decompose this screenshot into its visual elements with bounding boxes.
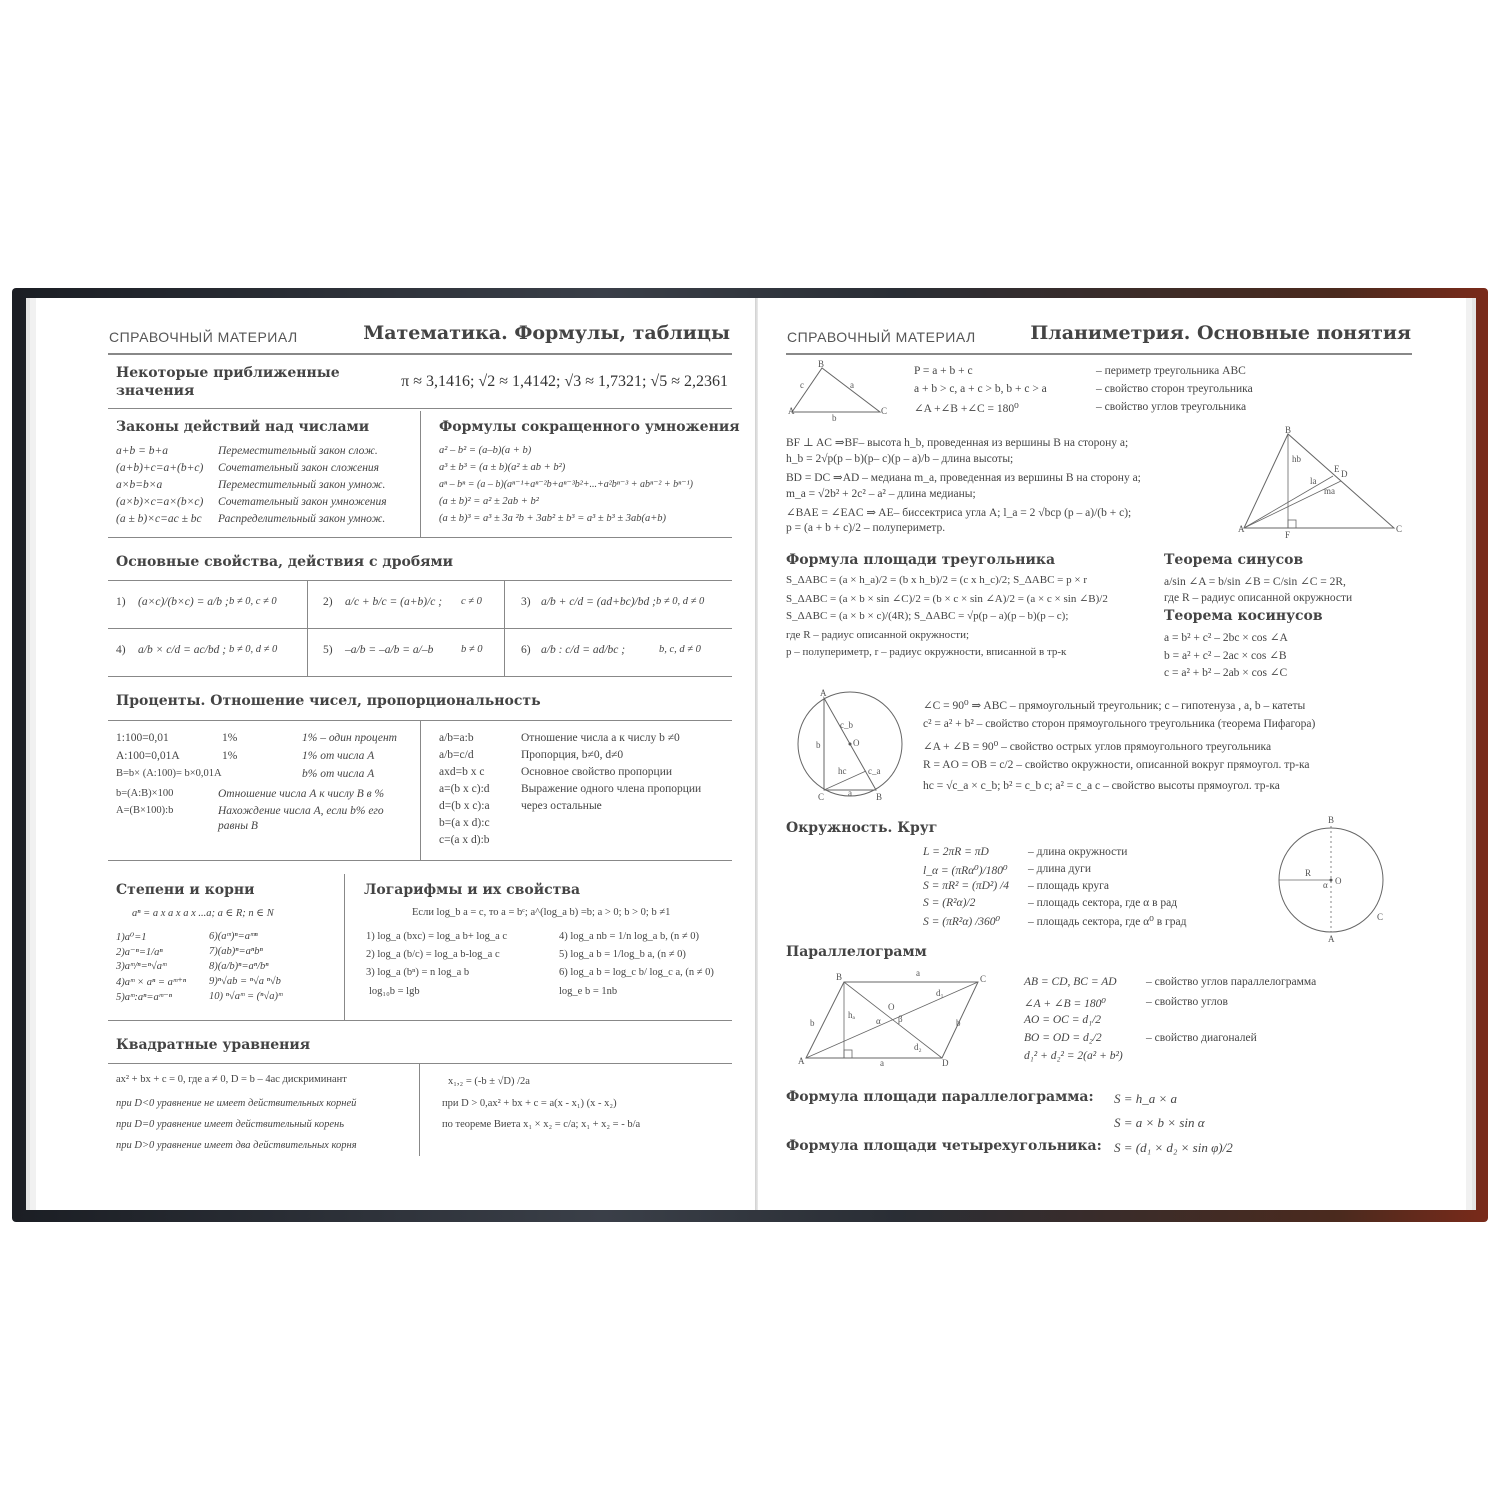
tri-area-line: p – полупериметр, r – радиус окружности, вписанной в тр-к (786, 646, 1067, 658)
label-F: F (1285, 530, 1291, 540)
fraction-cond: b ≠ 0, c ≠ 0 (229, 596, 277, 607)
quad-title: Квадратные уравнения (116, 1037, 311, 1053)
label-b: b (816, 740, 821, 750)
percent-formula: b=(A:B)×100 (116, 788, 174, 799)
percent-formula: A:100=0,01A (116, 750, 180, 762)
divider (108, 1020, 732, 1021)
label-c: c (800, 380, 804, 390)
label-a: a (880, 1058, 884, 1068)
cosines-line: a = b² + c² – 2bc × cos ∠A (1164, 632, 1288, 644)
logs-rule: 1) log_a (bxc) = log_a b+ log_a c (366, 931, 508, 942)
right-header-rule (786, 353, 1412, 355)
fraction-expr: –a/b = –a/b = a/–b (345, 644, 434, 656)
proportion-formula: a=(b x c):d (439, 783, 490, 795)
left-header-label: СПРАВОЧНЫЙ МАТЕРИАЛ (109, 329, 298, 345)
quad-line: при D > 0,ax² + bx + c = a(x - x₁) (x - x₂) (442, 1098, 617, 1109)
parallelogram-desc: – свойство углов параллелограмма (1146, 976, 1317, 988)
logs-rule: 5) log_a b = 1/log_b a, (n ≠ 0) (559, 949, 686, 960)
label-la: la (1310, 476, 1317, 486)
quadrilateral-area-title: Формула площади четырехугольника: (786, 1138, 1102, 1154)
label-R: R (1305, 868, 1312, 878)
proportion-formula: b=(a x d):c (439, 817, 490, 829)
short-mult-formula: a³ ± b³ = (a ± b)(a² ± ab + b²) (439, 462, 566, 473)
tri-line: BD = DC ⇒AD – медиана m_a, проведенная из вершины B на сторону a; (786, 472, 1141, 484)
right-tri-line: R = AO = OB = c/2 – свойство окружности, описанной вокруг прямоугол. тр-ка (923, 759, 1310, 771)
circle-formula: L = 2πR = πD (923, 846, 989, 858)
parallelogram-area-formula: S = a × b × sin α (1114, 1115, 1205, 1130)
proportion-formula: a/b=c/d (439, 749, 474, 761)
label-B: B (1285, 425, 1292, 435)
proportion-formula: c=(a x d):b (439, 834, 490, 846)
label-hc: hc (838, 766, 847, 776)
laws-formula: (a+b)+c=a+(b+c) (116, 462, 204, 474)
parallelogram-desc: – свойство диагоналей (1146, 1032, 1257, 1044)
percent-desc: 1% от числа А (302, 750, 375, 762)
powers-rule: 7)(ab)ⁿ=aⁿbⁿ (209, 946, 263, 957)
cosines-title: Теорема косинусов (1164, 608, 1323, 624)
laws-formula: a×b=b×a (116, 479, 163, 491)
label-b: b (832, 413, 837, 423)
laws-desc: Распределительный закон умнож. (218, 513, 386, 525)
label-d1: d₁ (936, 988, 944, 998)
circle-desc: – площадь круга (1028, 880, 1109, 892)
short-mult-formula: aⁿ – bⁿ = (a – b)(aⁿ⁻¹+aⁿ⁻²b+aⁿ⁻³b²+...+a²bⁿ⁻³ + abⁿ⁻² + bⁿ⁻¹) (439, 479, 693, 490)
fraction-expr: a/b × c/d = ac/bd ; (138, 644, 227, 656)
approx-title-2: значения (116, 383, 195, 399)
label-A: A (798, 1056, 805, 1066)
fractions-title: Основные свойства, действия с дробями (116, 554, 454, 570)
tri-prop-desc: – периметр треугольника ABC (1096, 365, 1246, 377)
tri-prop-formula: a + b > c, a + c > b, b + c > a (914, 383, 1047, 395)
quad-line: по теореме Виета x₁ × x₂ = c/a; x₁ + x₂ = - b/a (442, 1119, 641, 1130)
right-tri-line: ∠C = 90⁰ ⇒ ABC – прямоугольный треугольник; c – гипотенуза , a, b – катеты (923, 700, 1306, 712)
logs-title: Логарифмы и их свойства (364, 882, 581, 898)
logs-rule: log₁₀b = lgb (369, 986, 420, 997)
quad-line: при D=0 уравнение имеет действительный корень (116, 1119, 345, 1130)
right-tri-line: c² = a² + b² – свойство сторон прямоугольного треугольника (теорема Пифагора) (923, 718, 1316, 730)
right-header-label: СПРАВОЧНЫЙ МАТЕРИАЛ (787, 329, 976, 345)
right-page (758, 298, 1466, 1210)
circle-desc: – площадь сектора, где α в рад (1028, 897, 1178, 909)
divider (420, 720, 421, 860)
fraction-expr: a/b : c/d = ad/bc ; (541, 644, 626, 656)
label-A: A (820, 688, 827, 698)
label-b: b (810, 1018, 815, 1028)
label-A: A (1238, 524, 1245, 534)
tri-prop-desc: – свойство углов треугольника (1096, 401, 1247, 413)
right-triangle-circle-diagram (794, 688, 914, 803)
fraction-number: 2) (323, 596, 333, 608)
proportion-desc: Пропорция, b≠0, d≠0 (521, 749, 624, 761)
label-C: C (818, 792, 825, 802)
cosines-line: b = a² + c² – 2ac × cos ∠B (1164, 650, 1287, 662)
fraction-number: 1) (116, 596, 126, 608)
percent-formula: 1:100=0,01 (116, 732, 169, 744)
approx-values: π ≈ 3,1416; √2 ≈ 1,4142; √3 ≈ 1,7321; √5 ≈ 2,2361 (401, 373, 728, 390)
proportion-formula: d=(b x c):a (439, 800, 490, 812)
fraction-cond: b ≠ 0, d ≠ 0 (229, 644, 278, 655)
label-C: C (980, 974, 987, 984)
label-a: a (850, 380, 854, 390)
quad-line: при D>0 уравнение имеет два действительных корня (116, 1140, 357, 1151)
percent-desc: равны В (218, 820, 258, 832)
right-page-title: Планиметрия. Основные понятия (1030, 322, 1411, 344)
label-A: A (788, 406, 795, 416)
fraction-expr: a/c + b/c = (a+b)/c ; (345, 596, 443, 608)
proportion-desc: Выражение одного члена пропорции (521, 783, 702, 795)
divider (108, 860, 732, 861)
circle-title: Окружность. Круг (786, 820, 938, 836)
tri-line: p = (a + b + c)/2 – полупериметр. (786, 522, 946, 534)
powers-definition: aⁿ = a x a x a x ...a; a ∈ R; n ∈ N (132, 908, 274, 919)
divider (108, 1063, 732, 1064)
tri-area-line: S_ΔABC = (a × h_a)/2 = (b x h_b)/2 = (c x h_c)/2; S_ΔABC = p × r (786, 574, 1087, 586)
divider (108, 676, 732, 677)
label-ma: ma (1324, 486, 1335, 496)
logs-rule: 2) log_a (b/c) = log_a b-log_a c (366, 949, 500, 960)
percent-desc: b% от числа А (302, 768, 375, 780)
logs-rule: 3) log_a (bⁿ) = n log_a b (366, 967, 470, 978)
parallelogram-formula: d₁² + d₂² = 2(a² + b²) (1024, 1050, 1123, 1062)
laws-formula: (a ± b)×c=ac ± bc (116, 513, 202, 525)
powers-rule: 1)a⁰=1 (116, 932, 147, 943)
laws-desc: Сочетательный закон умножения (218, 496, 387, 508)
laws-desc: Переместительный закон слож. (218, 445, 378, 457)
left-header-rule (108, 353, 732, 355)
divider (420, 411, 421, 537)
parallelogram-formula: BO = OD = d₂/2 (1024, 1032, 1102, 1044)
label-O: O (853, 738, 860, 748)
powers-rule: 3)aᵐ/ⁿ=ⁿ√aᵐ (116, 961, 167, 972)
sines-title: Теорема синусов (1164, 552, 1304, 568)
divider (108, 580, 732, 581)
label-cb: c_b (840, 720, 853, 730)
tri-line: BF ⊥ AC ⇒BF– высота h_b, проведенная из вершины B на сторону a; (786, 437, 1129, 449)
label-alpha: α (876, 1016, 881, 1026)
proportion-formula: a/b=a:b (439, 732, 474, 744)
left-page (36, 298, 756, 1210)
laws-desc: Сочетательный закон сложения (218, 462, 380, 474)
tri-line: h_b = 2√p(p – b)(p– c)(p – a)/b – длина высоты; (786, 453, 1014, 465)
circle-diagram (1273, 815, 1393, 944)
fraction-expr: (a×c)/(b×c) = a/b ; (138, 596, 229, 608)
fraction-number: 3) (521, 596, 531, 608)
left-page-title: Математика. Формулы, таблицы (363, 322, 730, 344)
label-a: a (848, 788, 852, 798)
fraction-number: 4) (116, 644, 126, 656)
logs-rule: 4) log_a nb = 1/n log_a b, (n ≠ 0) (559, 931, 699, 942)
tri-area-title: Формула площади треугольника (786, 552, 1056, 568)
quad-line: ax² + bx + c = 0, где a ≠ 0, D = b – 4ac дискриминант (116, 1074, 347, 1085)
right-tri-line: hc = √c_a × c_b; b² = c_b c; a² = c_a c – свойство высоты прямоугол. тр-ка (923, 780, 1280, 792)
laws-formula: (a×b)×c=a×(b×c) (116, 496, 204, 508)
sines-line: a/sin ∠A = b/sin ∠B = C/sin ∠C = 2R, (1164, 576, 1346, 588)
logs-rule: 6) log_a b = log_c b/ log_c a, (n ≠ 0) (559, 967, 714, 978)
percent-desc: Нахождение числа А, если b% его (218, 805, 384, 817)
tri-prop-desc: – свойство сторон треугольника (1096, 383, 1253, 395)
parallelogram-area-formula: S = h_a × a (1114, 1091, 1178, 1106)
fraction-number: 6) (521, 644, 531, 656)
quad-line: при D<0 уравнение не имеет действительных корней (116, 1098, 357, 1109)
quadrilateral-area-formula: S = (d₁ × d₂ × sin φ)/2 (1114, 1140, 1233, 1155)
proportion-formula: axd=b x c (439, 766, 485, 778)
right-tri-line: ∠A + ∠B = 90⁰ – свойство острых углов прямоугольного треугольника (923, 741, 1272, 753)
label-C: C (1396, 524, 1403, 534)
sines-line: где R – радиус описанной окружности (1164, 592, 1353, 604)
fraction-cond: b, c, d ≠ 0 (659, 644, 701, 655)
label-O: O (1335, 876, 1342, 886)
divider (307, 580, 308, 676)
label-O: O (888, 1002, 895, 1012)
tri-area-line: S_ΔABC = (a × b × c)/(4R); S_ΔABC = √p(p – a)(p – b)(p – c); (786, 610, 1069, 622)
divider (108, 537, 732, 538)
parallelogram-desc: – свойство углов (1146, 996, 1228, 1008)
proportion-desc: Отношение числа а к числу b ≠0 (521, 732, 680, 744)
fraction-cond: c ≠ 0 (461, 596, 482, 607)
parallelogram-formula: AB = CD, BC = AD (1024, 976, 1117, 988)
tri-area-line: S_ΔABC = (a × b × sin ∠C)/2 = (b × c × sin ∠A)/2 = (a × c × sin ∠B)/2 (786, 593, 1108, 605)
proportion-desc: Основное свойство пропорции (521, 766, 673, 778)
parallelogram-title: Параллелограмм (786, 944, 927, 960)
divider (108, 408, 732, 409)
percent-title: Проценты. Отношение чисел, пропорциональность (116, 693, 541, 709)
percent-formula: B=b× (A:100)= b×0,01A (116, 768, 222, 779)
tri-prop-formula: ∠A +∠B +∠C = 180⁰ (914, 403, 1019, 415)
label-D: D (1341, 469, 1348, 479)
tri-line: ∠BAE = ∠EAC ⇒ AE– биссектриса угла A; l_a = 2 √bcp (p – a)/(b + c); (786, 507, 1132, 519)
divider (504, 580, 505, 676)
label-B: B (818, 359, 825, 369)
powers-rule: 2)a⁻ⁿ=1/aⁿ (116, 947, 163, 958)
label-B: B (876, 792, 883, 802)
powers-rule: 10) ⁿ√aᵐ = (ⁿ√a)ᵐ (209, 991, 283, 1002)
divider (419, 1063, 420, 1156)
divider (344, 874, 345, 1020)
short-mult-title: Формулы сокращенного умножения (439, 419, 740, 435)
powers-rule: 9)ⁿ√ab = ⁿ√a ⁿ√b (209, 976, 281, 987)
circle-formula: S = πR² = (πD²) /4 (923, 880, 1009, 892)
fraction-cond: b ≠ 0, d ≠ 0 (656, 596, 705, 607)
label-B: B (1328, 815, 1335, 825)
label-ca: c_a (868, 766, 881, 776)
label-D: D (942, 1058, 949, 1068)
short-mult-formula: a² – b² = (a–b)(a + b) (439, 445, 532, 456)
circle-formula: S = (πR²α) /360⁰ (923, 916, 1001, 928)
label-b: b (956, 1018, 961, 1028)
parallelogram-formula: ∠A + ∠B = 180⁰ (1024, 998, 1106, 1010)
percent-value: 1% (222, 750, 238, 762)
powers-rule: 5)aᵐ:aⁿ=aᵐ⁻ⁿ (116, 992, 172, 1003)
powers-rule: 4)aᵐ × aⁿ = aᵐ⁺ⁿ (116, 977, 187, 988)
label-ha: hₐ (848, 1010, 855, 1020)
divider (108, 628, 732, 629)
fraction-number: 5) (323, 644, 333, 656)
laws-title: Законы действий над числами (116, 419, 370, 435)
short-mult-formula: (a ± b)² = a² ± 2ab + b² (439, 496, 539, 507)
circle-desc: – площадь сектора, где α⁰ в град (1028, 916, 1187, 928)
label-C: C (1377, 912, 1384, 922)
tri-prop-formula: P = a + b + c (914, 365, 973, 377)
percent-value: 1% (222, 732, 238, 744)
label-E: E (1334, 464, 1340, 474)
circle-formula: S = (R²α)/2 (923, 897, 976, 909)
percent-desc: Отношение числа А к числу В в % (218, 788, 385, 800)
label-a: a (916, 968, 920, 978)
label-alpha: α (1323, 880, 1328, 890)
percent-desc: 1% – один процент (302, 732, 397, 744)
triangle-diagram (788, 359, 888, 423)
quad-line: x₁,₂ = (-b ± √D) /2a (448, 1076, 530, 1087)
powers-rule: 6)(aᵐ)ⁿ=aᵐⁿ (209, 931, 258, 942)
logs-rule: log_e b = 1nb (559, 986, 618, 997)
laws-formula: a+b = b+a (116, 445, 169, 457)
label-d2: d₂ (914, 1042, 922, 1052)
parallelogram-formula: AO = OC = d₁/2 (1024, 1014, 1102, 1026)
powers-rule: 8)(a/b)ⁿ=aⁿ/bⁿ (209, 961, 269, 972)
logs-definition: Если log_b a = c, то a = bᶜ; a^(log_a b) =b; a > 0; b > 0; b ≠1 (412, 907, 671, 918)
tri-line: m_a = √2b² + 2c² – a² – длина медианы; (786, 488, 976, 500)
laws-desc: Переместительный закон умнож. (218, 479, 386, 491)
tri-area-line: где R – радиус описанной окружности; (786, 629, 970, 641)
circle-formula: l_α = (πRα⁰)/180⁰ (923, 865, 1008, 877)
short-mult-formula: (a ± b)³ = a³ ± 3a ²b + 3ab² ± b³ = a³ ± b³ ± 3ab(a+b) (439, 513, 667, 524)
cosines-line: c = a² + b² – 2ab × cos ∠C (1164, 667, 1288, 679)
approx-title-1: Некоторые приближенные (116, 365, 340, 381)
triangle-heights-diagram (1238, 425, 1408, 540)
proportion-desc: через остальные (521, 800, 602, 812)
parallelogram-area-title: Формула площади параллелограмма: (786, 1089, 1094, 1105)
fraction-cond: b ≠ 0 (461, 644, 483, 655)
fraction-expr: a/b + c/d = (ad+bc)/bd ; (541, 596, 656, 608)
label-C: C (881, 406, 888, 416)
parallelogram-diagram (796, 968, 987, 1068)
label-A: A (1328, 934, 1335, 944)
percent-formula: A=(B×100):b (116, 805, 174, 816)
powers-title: Степени и корни (116, 882, 255, 898)
circle-desc: – длина окружности (1028, 846, 1128, 858)
circle-desc: – длина дуги (1028, 863, 1091, 875)
label-beta: β (898, 1014, 903, 1024)
label-B: B (836, 972, 843, 982)
label-hb: hb (1292, 454, 1301, 464)
